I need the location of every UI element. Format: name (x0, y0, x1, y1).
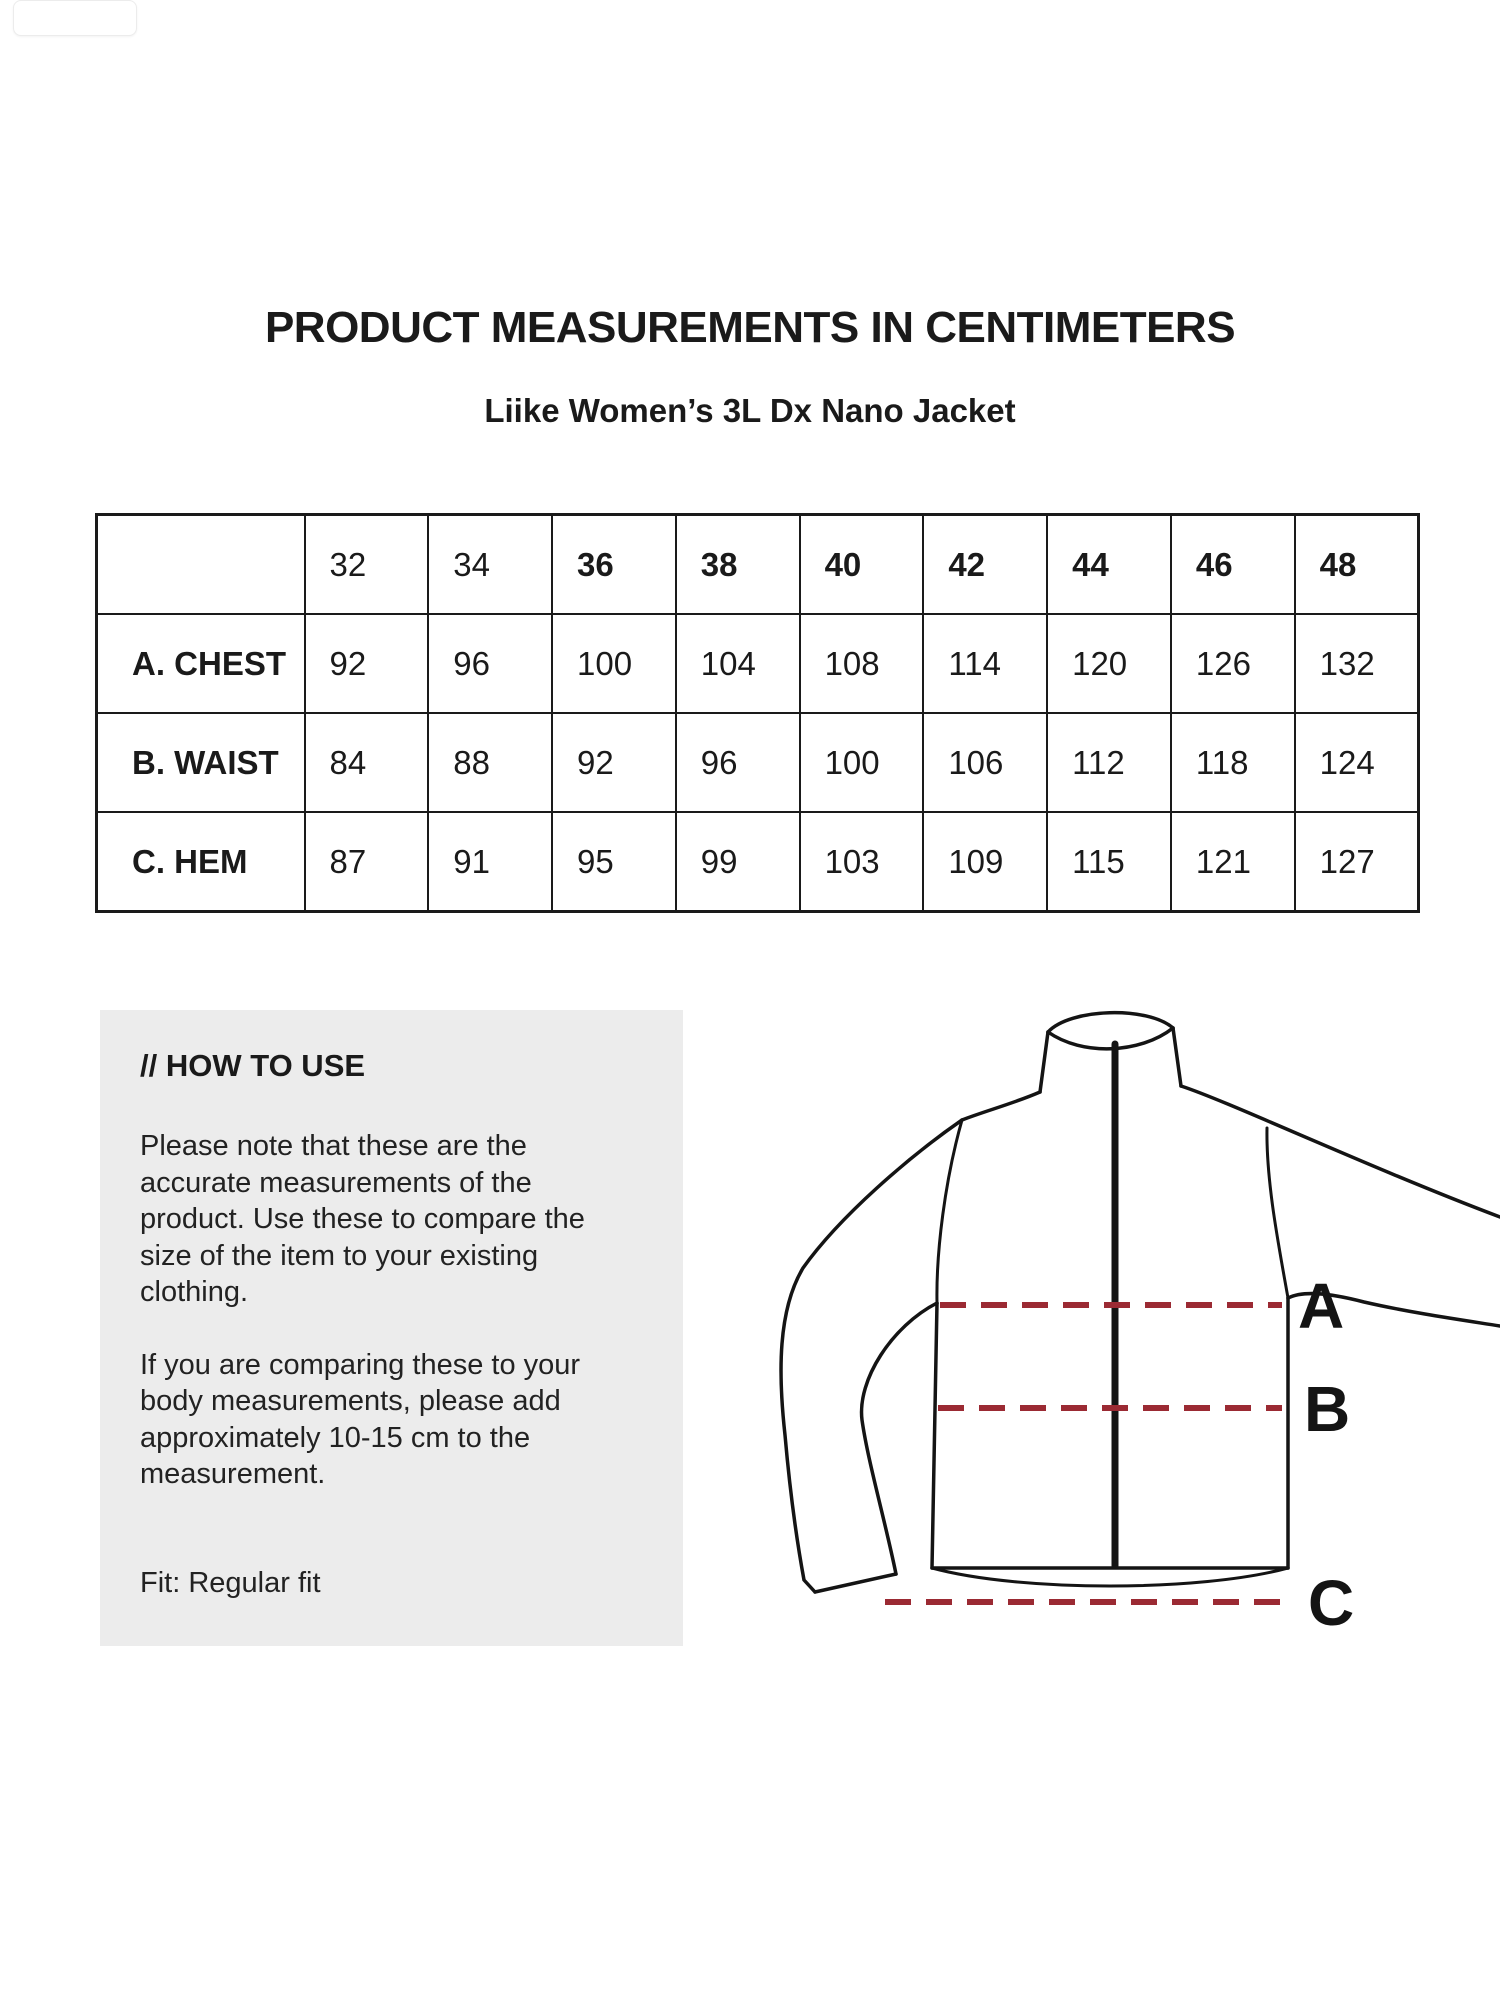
jacket-diagram-svg (600, 980, 1500, 1720)
measurement-value-cell: 92 (552, 713, 676, 812)
table-row (97, 713, 1419, 812)
measurement-value-cell: 127 (1295, 812, 1419, 912)
how-to-use-box (100, 1010, 683, 1646)
collar-right-edge (1173, 1028, 1181, 1086)
top-left-chip (13, 0, 137, 36)
measurement-value-cell: 87 (305, 812, 429, 912)
measurement-value-cell: 106 (923, 713, 1047, 812)
measurement-value-cell: 92 (305, 614, 429, 713)
table-row (97, 614, 1419, 713)
measurement-value-cell: 114 (923, 614, 1047, 713)
measurement-value-cell: 120 (1047, 614, 1171, 713)
size-column-header: 48 (1295, 515, 1419, 615)
table-corner-cell (97, 515, 305, 615)
measurement-value-cell: 132 (1295, 614, 1419, 713)
size-column-header: 40 (800, 515, 924, 615)
size-column-header: 42 (923, 515, 1047, 615)
table-body (97, 614, 1419, 912)
collar-top-inner (1048, 1028, 1173, 1049)
label-A: A (1298, 1270, 1345, 1342)
measurement-table-container (95, 513, 1420, 913)
size-column-header: 36 (552, 515, 676, 615)
measurement-value-cell: 126 (1171, 614, 1295, 713)
fit-note: Fit: Regular fit (140, 1566, 321, 1599)
table-row (97, 812, 1419, 912)
how-to-use-paragraph-1: Please note that these are the accurate measurements of the product. Use these to compare the size of the item to your existing clothing. (140, 1130, 585, 1309)
left-sleeve-inner (862, 1303, 937, 1574)
collar-top-outer (1048, 1013, 1173, 1032)
size-column-header: 34 (428, 515, 552, 615)
measurement-value-cell: 103 (800, 812, 924, 912)
measurement-value-cell: 124 (1295, 713, 1419, 812)
size-column-header: 32 (305, 515, 429, 615)
label-C: C (1308, 1567, 1355, 1639)
measurement-value-cell: 100 (800, 713, 924, 812)
measurement-value-cell: 115 (1047, 812, 1171, 912)
jacket-measurement-diagram (600, 980, 1500, 1720)
measurement-value-cell: 108 (800, 614, 924, 713)
measurement-value-cell: 99 (676, 812, 800, 912)
measurement-lines (885, 1305, 1290, 1602)
measurement-value-cell: 91 (428, 812, 552, 912)
measurement-value-cell: 118 (1171, 713, 1295, 812)
measurement-value-cell: 96 (676, 713, 800, 812)
how-to-use-heading: // HOW TO USE (140, 1048, 366, 1083)
page-title: PRODUCT MEASUREMENTS IN CENTIMETERS (264, 303, 1236, 352)
measurement-value-cell: 109 (923, 812, 1047, 912)
left-armhole-seam (937, 1120, 962, 1303)
right-shoulder-sleeve-top (1181, 1086, 1500, 1217)
collar-left-edge (1040, 1032, 1048, 1092)
measurement-value-cell: 121 (1171, 812, 1295, 912)
how-to-use-paragraph-2: If you are comparing these to your body measurements, please add approximately 10-15 cm to the measurement. (140, 1348, 581, 1491)
size-column-header: 38 (676, 515, 800, 615)
left-cuff (815, 1574, 896, 1592)
measurement-value-cell: 104 (676, 614, 800, 713)
hem-curve (932, 1568, 1288, 1586)
measurement-value-cell: 96 (428, 614, 552, 713)
table-header (97, 515, 1419, 615)
size-column-header: 46 (1171, 515, 1295, 615)
left-shoulder (962, 1092, 1040, 1120)
right-armhole-seam (1267, 1128, 1288, 1298)
label-B: B (1304, 1373, 1351, 1445)
jacket-outline (781, 1013, 1500, 1592)
measurement-value-cell: 100 (552, 614, 676, 713)
measurement-value-cell: 84 (305, 713, 429, 812)
measurement-row-label: B. WAIST (97, 713, 305, 812)
measurement-row-label: C. HEM (97, 812, 305, 912)
product-name: Liike Women’s 3L Dx Nano Jacket (484, 392, 1016, 429)
measurement-value-cell: 112 (1047, 713, 1171, 812)
body-left-edge (932, 1303, 937, 1568)
measurement-table (95, 513, 1420, 913)
size-column-header: 44 (1047, 515, 1171, 615)
measurement-row-label: A. CHEST (97, 614, 305, 713)
measurement-value-cell: 95 (552, 812, 676, 912)
measurement-value-cell: 88 (428, 713, 552, 812)
